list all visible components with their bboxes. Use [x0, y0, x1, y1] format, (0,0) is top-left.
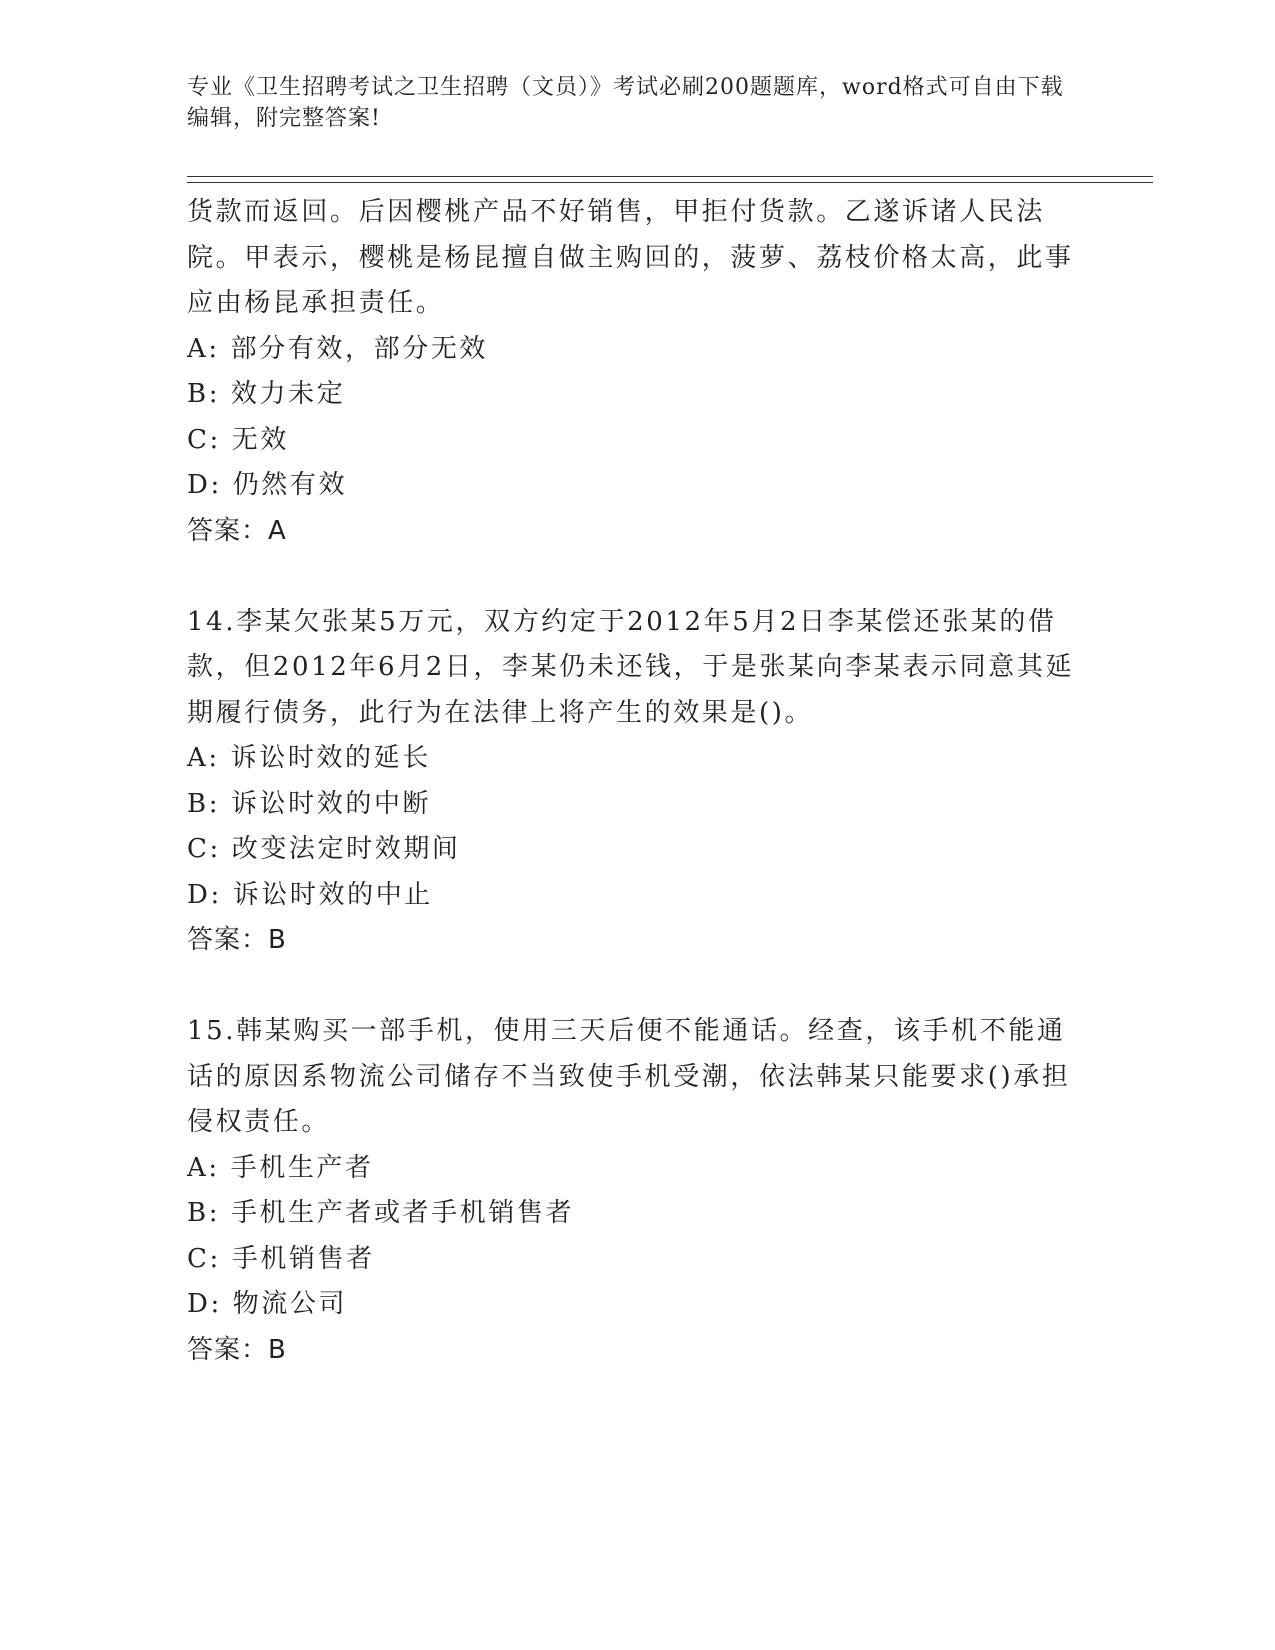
question-text: 15.韩某购买一部手机，使用三天后便不能通话。经查，该手机不能通话的原因系物流公司储存不当致使手机受潮，依法韩某只能要求()承担侵权责任。	[187, 1016, 1071, 1137]
option-key: D:	[187, 879, 222, 910]
page-header	[187, 72, 1067, 134]
option-text: 改变法定时效期间	[231, 834, 461, 864]
option-key: C:	[187, 1243, 221, 1274]
option-key: C:	[187, 834, 221, 864]
option-text: 无效	[231, 424, 289, 455]
header-divider-bottom	[187, 182, 1153, 183]
option-text: 效力未定	[230, 379, 346, 409]
question-list	[187, 190, 1077, 1373]
option-list	[187, 1146, 1077, 1328]
option-key: D:	[187, 1289, 222, 1319]
option-key: B:	[187, 1198, 221, 1228]
option-c	[187, 827, 1077, 873]
option-key: A:	[187, 743, 220, 773]
option-text: 手机生产者	[230, 1152, 374, 1183]
answer: 答案：B	[187, 1334, 287, 1365]
option-text: 部分有效，部分无效	[230, 333, 489, 364]
answer: 答案：A	[187, 515, 287, 546]
option-d	[187, 873, 1077, 919]
header-divider-top	[187, 176, 1153, 177]
answer: 答案：B	[187, 925, 287, 955]
option-list	[187, 736, 1077, 918]
option-text: 手机生产者或者手机销售者	[230, 1198, 575, 1228]
option-c	[187, 418, 1077, 464]
option-c	[187, 1237, 1077, 1283]
question-13-continued	[187, 190, 1077, 554]
option-a	[187, 327, 1077, 373]
question-spacer	[187, 964, 1077, 1010]
question-text: 14.李某欠张某5万元，双方约定于2012年5月2日李某偿还张某的借款，但2012年6月2日，李某仍未还钱，于是张某向李某表示同意其延期履行债务，此行为在法律上将产生的效果是()。	[187, 606, 1075, 728]
option-key: A:	[187, 1152, 220, 1183]
option-text: 诉讼时效的延长	[230, 743, 431, 773]
option-key: B:	[187, 379, 221, 409]
option-key: A:	[187, 333, 220, 364]
header-title: 专业《卫生招聘考试之卫生招聘（文员）》考试必刷200题题库，word格式可自由下载编辑，附完整答案!	[187, 75, 1064, 131]
option-text: 诉讼时效的中断	[230, 788, 432, 819]
option-key: B:	[187, 788, 221, 819]
option-text: 诉讼时效的中止	[232, 879, 433, 910]
option-d	[187, 463, 1077, 509]
option-b	[187, 1191, 1077, 1237]
question-spacer	[187, 554, 1077, 600]
option-text: 物流公司	[232, 1289, 348, 1319]
option-b	[187, 782, 1077, 828]
option-a	[187, 736, 1077, 782]
option-key: C:	[187, 424, 221, 455]
option-list	[187, 327, 1077, 509]
question-14	[187, 600, 1077, 964]
question-text: 货款而返回。后因樱桃产品不好销售，甲拒付货款。乙遂诉诸人民法院。甲表示，樱桃是杨昆擅自做主购回的，菠萝、荔枝价格太高，此事应由杨昆承担责任。	[187, 197, 1074, 318]
option-key: D:	[187, 470, 222, 500]
option-a	[187, 1146, 1077, 1192]
option-text: 仍然有效	[232, 470, 348, 500]
option-d	[187, 1282, 1077, 1328]
question-15	[187, 1009, 1077, 1373]
option-text: 手机销售者	[231, 1243, 375, 1274]
option-b	[187, 372, 1077, 418]
